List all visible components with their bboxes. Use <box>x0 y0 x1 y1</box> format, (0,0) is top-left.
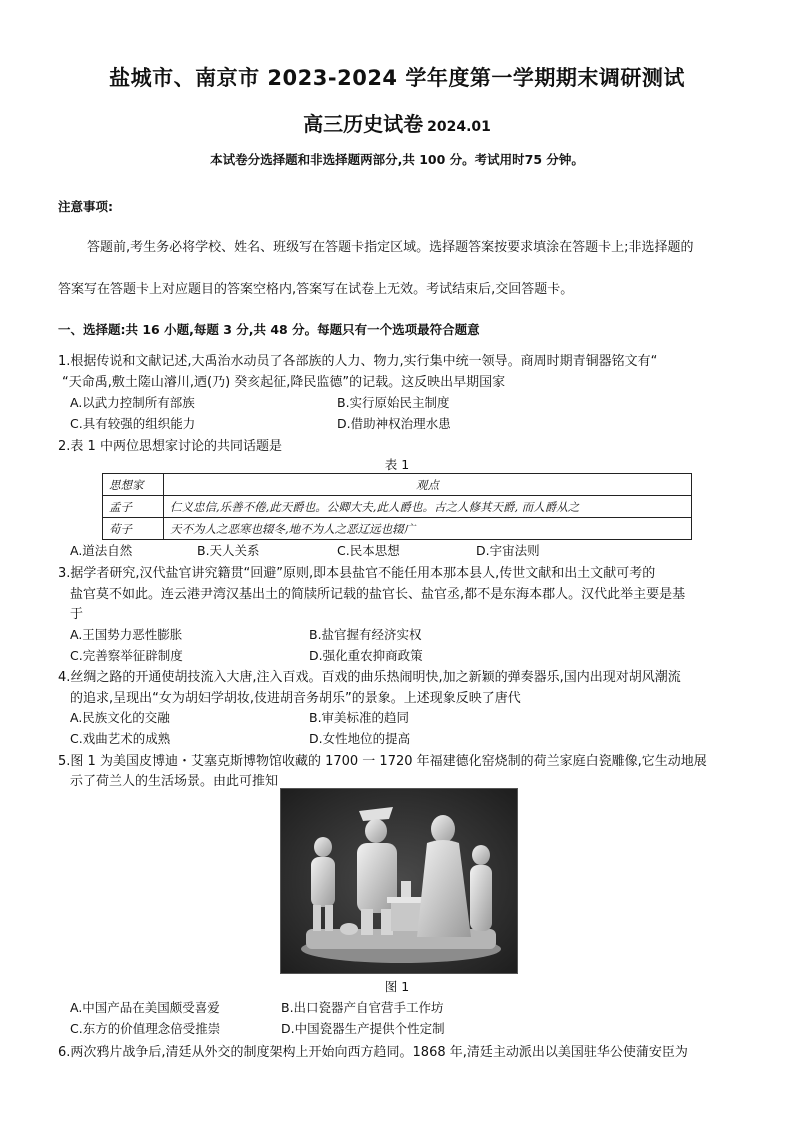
table-cell-view: 天不为人之恶寒也辍冬,地不为人之恶辽远也辍广 <box>164 518 692 540</box>
table-head-thinker: 思想家 <box>103 474 164 496</box>
table-head-view: 观点 <box>164 474 692 496</box>
q3-stem-3: 于 <box>70 607 84 622</box>
notice-line-2: 答案写在答题卡上对应题目的答案空格内,答案写在试卷上无效。考试结束后,交回答题卡。 <box>58 282 574 297</box>
q5-stem-2: 示了荷兰人的生活场景。由此可推知 <box>70 774 279 789</box>
q2-option-a: A.道法自然 <box>70 543 133 558</box>
table-cell-thinker: 荀子 <box>103 518 164 540</box>
exam-date: 2024.01 <box>427 119 491 135</box>
q5-option-b: B.出口瓷器产自官营手工作坊 <box>281 1000 444 1015</box>
q2-option-d: D.宇宙法则 <box>476 543 540 558</box>
q1-stem-1: 1.根据传说和文献记述,大禹治水动员了各部族的人力、物力,实行集中统一领导。商周时期青铜器铭文有“ <box>58 354 658 369</box>
q3-stem-2: 盐官莫不如此。连云港尹湾汉基出土的简牍所记载的盐官长、盐官丞,都不是东海本郡人。汉代此举主要是基 <box>70 587 686 602</box>
notice-heading: 注意事项: <box>58 199 113 214</box>
q1-option-b: B.实行原始民主制度 <box>337 395 450 410</box>
q3-stem-1: 3.据学者研究,汉代盐官讲究籍贯“回避”原则,即本县盐官不能任用本那本县人,传世文献和出土文献可考的 <box>58 566 656 581</box>
q5-option-d: D.中国瓷器生产提供个性定制 <box>281 1021 445 1036</box>
q2-stem: 2.表 1 中两位思想家讨论的共同话题是 <box>58 439 282 454</box>
table-cell-view: 仁义忠信,乐善不倦,此天爵也。公卿大夫,此人爵也。古之人修其天爵, 而人爵从之 <box>164 496 692 518</box>
figure-1-caption: 图 1 <box>384 979 410 994</box>
q2-option-b: B.天人关系 <box>197 543 260 558</box>
exam-subtitle <box>0 108 794 137</box>
q1-option-a: A.以武力控制所有部族 <box>70 395 195 410</box>
q5-stem-1: 5.图 1 为美国皮博迪・艾塞克斯博物馆收藏的 1700 一 1720 年福建德化窑烧制的荷兰家庭白瓷雕像,它生动地展 <box>58 754 707 769</box>
q5-option-c: C.东方的价值理念倍受推崇 <box>70 1021 221 1036</box>
table-row <box>103 496 692 518</box>
q4-stem-2: 的追求,呈现出“女为胡妇学胡妆,伎进胡音务胡乐”的景象。上述现象反映了唐代 <box>70 691 521 706</box>
table-1-caption: 表 1 <box>384 457 410 472</box>
q4-option-b: B.审美标准的趋同 <box>309 710 410 725</box>
q3-option-d: D.强化重农抑商政策 <box>309 648 423 663</box>
q1-option-c: C.具有较强的组织能力 <box>70 416 196 431</box>
q1-option-d: D.借助神权治理水患 <box>337 416 451 431</box>
section-1-heading: 一、选择题:共 16 小题,每题 3 分,共 48 分。每题只有一个选项最符合题意 <box>58 322 480 337</box>
porcelain-figurine-image <box>281 789 517 973</box>
subtitle-text: 高三历史试卷 <box>303 112 424 136</box>
q6-stem-1: 6.两次鸦片战争后,清廷从外交的制度架构上开始向西方趋同。1868 年,清廷主动派出以美国驻华公使蒲安臣为 <box>58 1045 688 1060</box>
q3-option-b: B.盐官握有经济实权 <box>309 627 422 642</box>
q2-option-c: C.民本思想 <box>337 543 400 558</box>
table-cell-thinker: 孟子 <box>103 496 164 518</box>
q4-option-c: C.戏曲艺术的成熟 <box>70 731 171 746</box>
exam-info: 本试卷分选择题和非选择题两部分,共 100 分。考试用时75 分钟。 <box>210 152 584 167</box>
q4-option-a: A.民族文化的交融 <box>70 710 170 725</box>
q3-option-c: C.完善察举征辟制度 <box>70 648 183 663</box>
table-head-row <box>103 474 692 496</box>
exam-title: 盐城市、南京市 2023-2024 学年度第一学期期末调研测试 <box>109 66 685 90</box>
q1-stem-2: “天命禹,敷土隓山濬川,迺(乃) 癸亥起征,降民监德”的记载。这反映出早期国家 <box>62 375 506 390</box>
q5-option-a: A.中国产品在美国颇受喜爱 <box>70 1000 220 1015</box>
notice-line-1: 答题前,考生务必将学校、姓名、班级写在答题卡指定区域。选择题答案按要求填涂在答题卡上;非选择题的 <box>87 240 694 255</box>
q3-option-a: A.王国势力恶性膨胀 <box>70 627 183 642</box>
table-row <box>103 518 692 540</box>
q4-option-d: D.女性地位的提高 <box>309 731 411 746</box>
figure-1-porcelain-photo <box>280 788 518 974</box>
table-1 <box>102 473 692 540</box>
q4-stem-1: 4.丝绸之路的开通使胡技流入大唐,注入百戏。百戏的曲乐热闹明快,加之新颖的弹奏器乐,国内出现对胡风潮流 <box>58 670 681 685</box>
